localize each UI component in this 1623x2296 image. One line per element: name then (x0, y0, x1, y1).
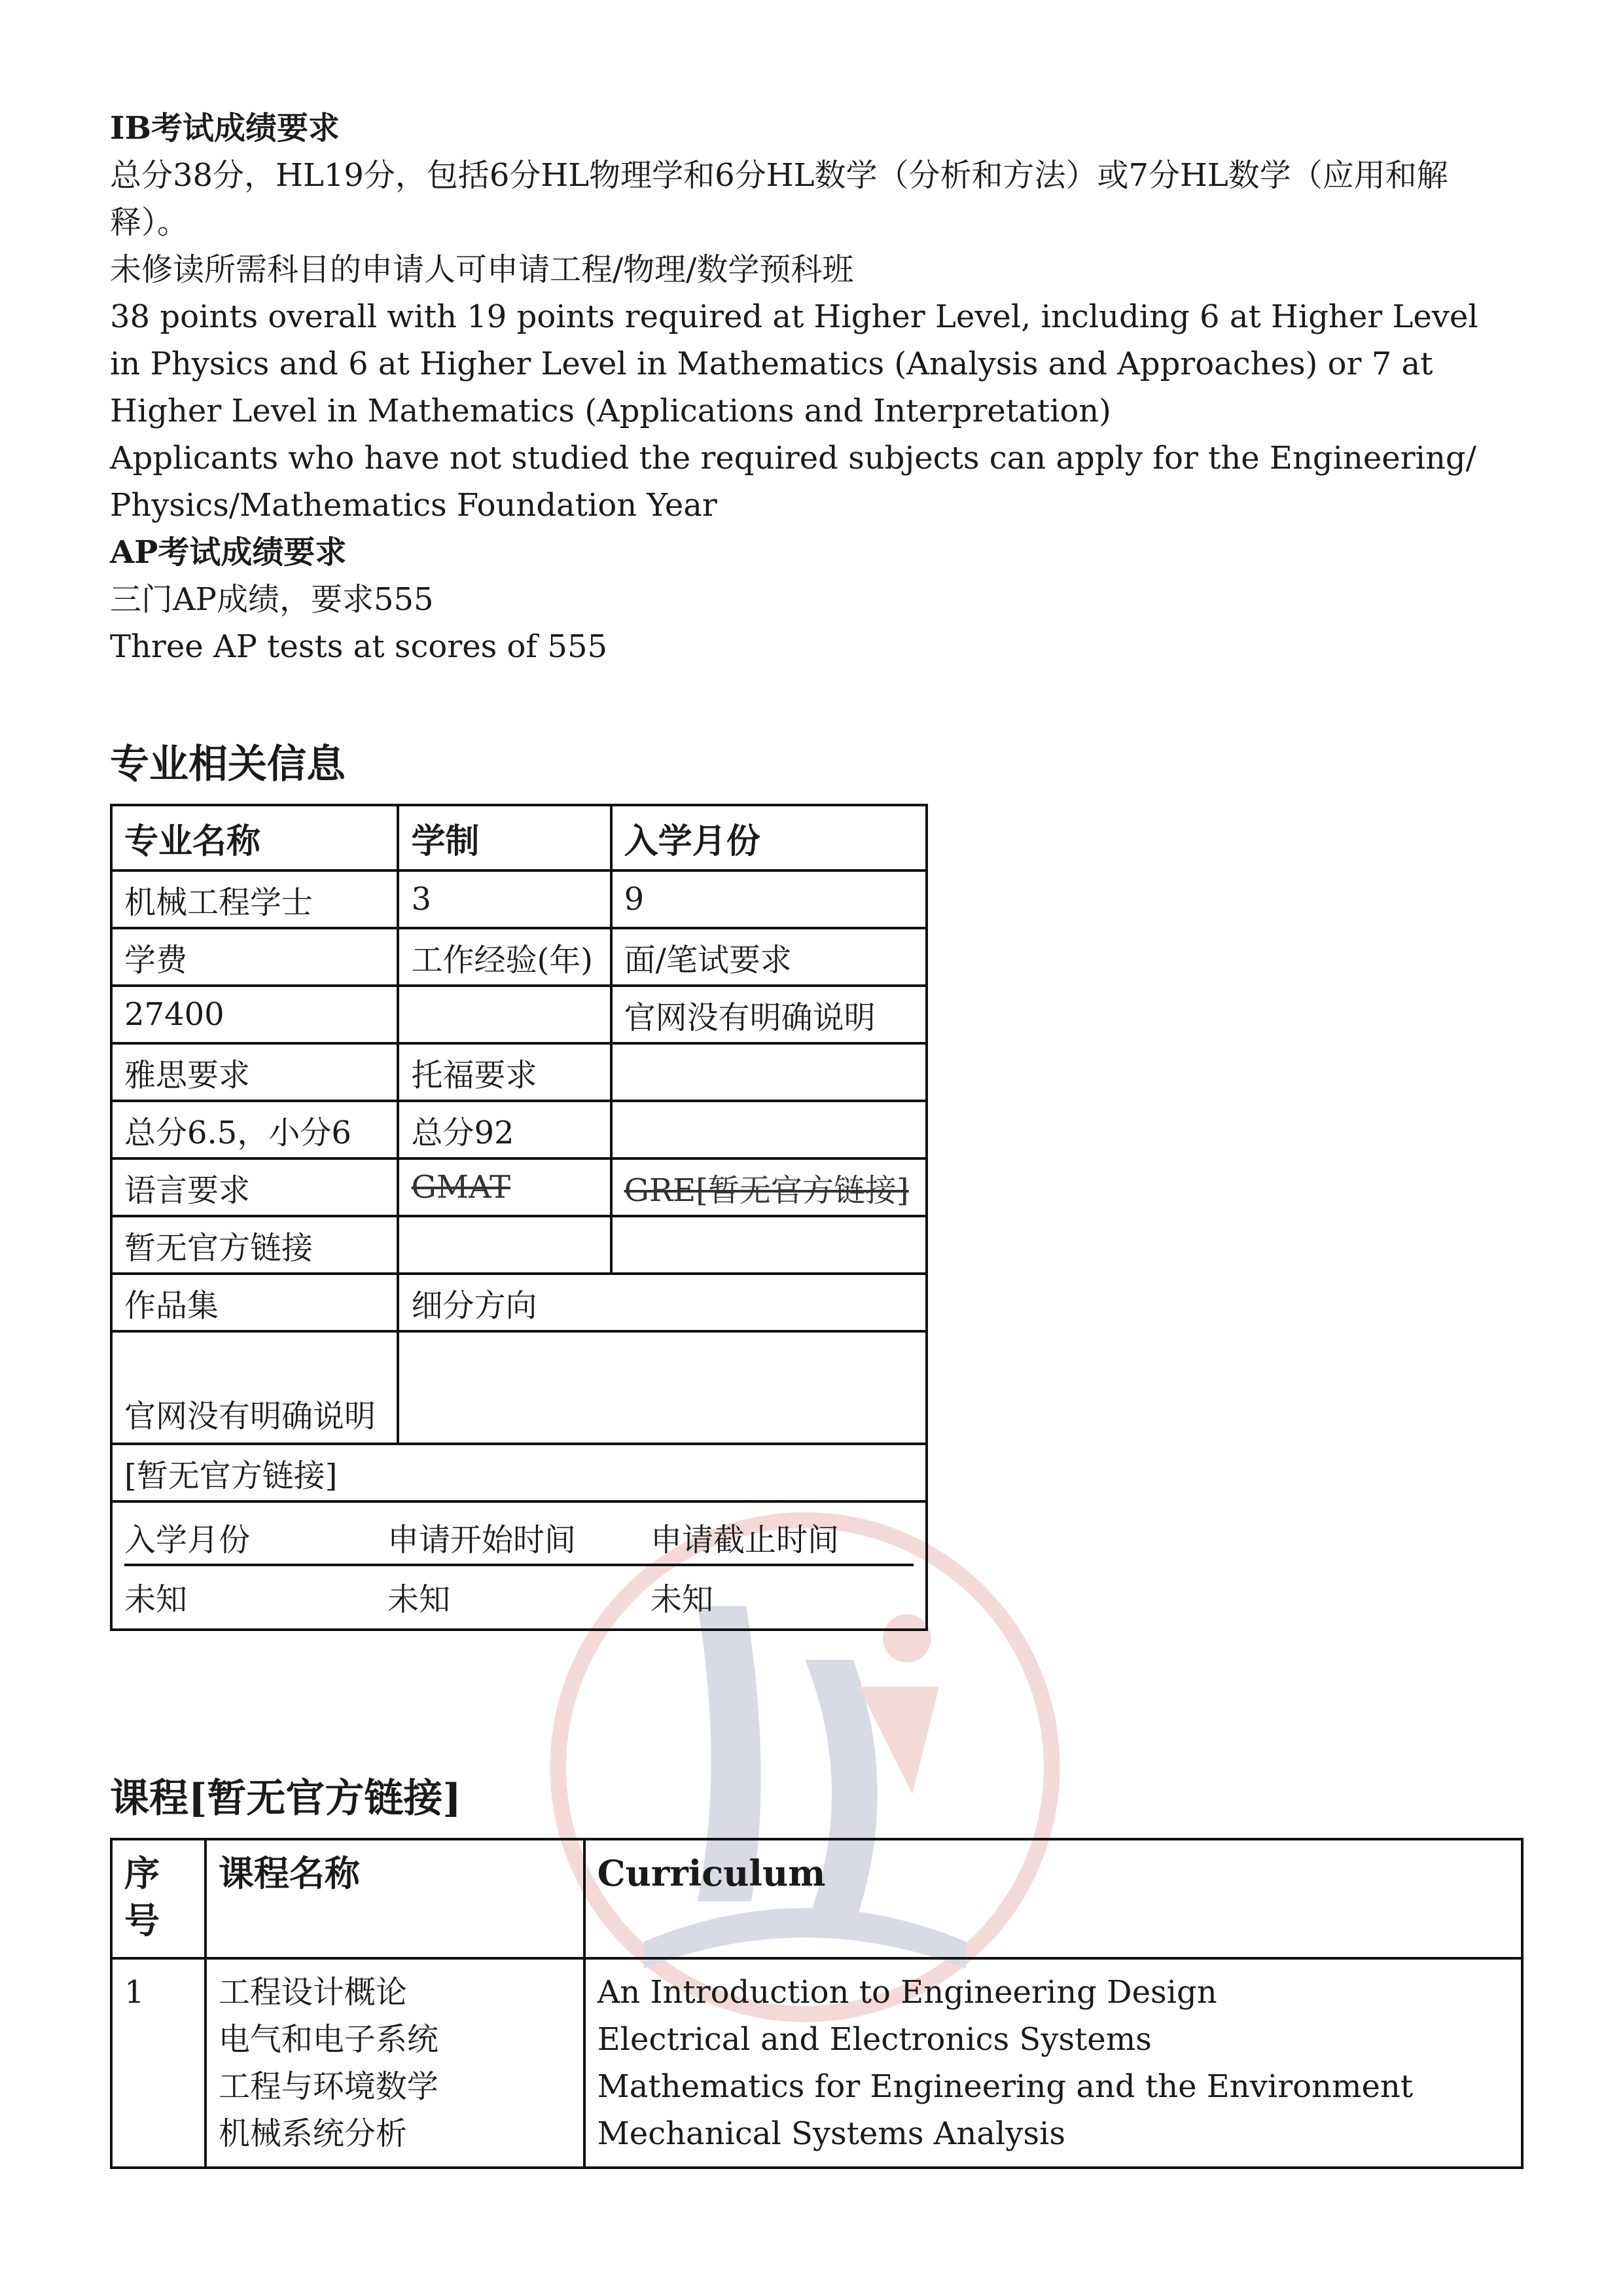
empty-cell (398, 1216, 611, 1274)
ap-requirement-en: Three AP tests at scores of 555 (110, 628, 608, 665)
table-row (111, 1958, 1522, 2168)
course-en: An Introduction to Engineering Design (597, 1974, 1217, 2011)
ib-heading: IB考试成绩要求 (110, 110, 340, 147)
ap-requirement-cn: 三门AP成绩，要求555 (110, 581, 434, 618)
table-row (111, 1216, 927, 1274)
courses-table (110, 1838, 1524, 2169)
application-dates-header (124, 1508, 914, 1566)
header-intake: 入学月份 (611, 805, 927, 870)
course-cn: 工程与环境数学 (218, 2068, 438, 2105)
empty-cell (611, 1043, 927, 1101)
experience-value (398, 986, 611, 1043)
direction-value (398, 1331, 927, 1444)
label-tuition: 学费 (111, 928, 398, 986)
table-row (111, 1444, 927, 1501)
document-body (110, 105, 1517, 670)
program-duration: 3 (398, 870, 611, 928)
course-cn: 机械系统分析 (218, 2115, 407, 2152)
interview-value: 官网没有明确说明 (611, 986, 927, 1043)
table-row (111, 805, 927, 870)
empty-cell (611, 1216, 927, 1274)
sub-header-start: 申请开始时间 (387, 1522, 577, 1558)
course-names-cn (205, 1958, 584, 2168)
table-row (111, 1839, 1522, 1958)
course-cn: 电气和电子系统 (218, 2021, 438, 2058)
language-value: 暂无官方链接 (111, 1216, 398, 1274)
header-program-name: 专业名称 (111, 805, 398, 870)
table-row (111, 1158, 927, 1216)
header-course-name: 课程名称 (205, 1839, 584, 1958)
table-row (111, 986, 927, 1043)
header-course-no-text: 序号 (124, 1852, 160, 1941)
table-row (111, 1274, 927, 1331)
header-course-no (111, 1839, 205, 1958)
ib-foundation-cn: 未修读所需科目的申请人可申请工程/物理/数学预科班 (110, 251, 854, 288)
label-gre: GRE[暂无官方链接] (611, 1158, 927, 1216)
sub-header-deadline: 申请截止时间 (651, 1522, 840, 1558)
label-portfolio: 作品集 (111, 1274, 398, 1331)
label-ielts: 雅思要求 (111, 1043, 398, 1101)
label-experience: 工作经验(年) (398, 928, 611, 986)
ib-foundation-en: Applicants who have not studied the required subjects can apply for the Engineering/ Physics/Mathematics Foundation Year (110, 440, 1476, 524)
toefl-value: 总分92 (398, 1101, 611, 1158)
sub-header-intake: 入学月份 (124, 1522, 251, 1558)
course-no: 1 (111, 1958, 205, 2168)
application-dates-cell (111, 1501, 927, 1630)
course-cn: 工程设计概论 (218, 1974, 407, 2011)
program-name: 机械工程学士 (111, 870, 398, 928)
official-link: [暂无官方链接] (111, 1444, 927, 1501)
label-interview: 面/笔试要求 (611, 928, 927, 986)
ielts-value: 总分6.5，小分6 (111, 1101, 398, 1158)
label-gmat: GMAT (398, 1158, 611, 1216)
header-curriculum: Curriculum (584, 1839, 1522, 1958)
courses-heading: 课程[暂无官方链接] (110, 1776, 461, 1821)
ib-requirement-cn: 总分38分，HL19分，包括6分HL物理学和6分HL数学（分析和方法）或7分HL数学（应用和解释）。 (110, 157, 1448, 241)
portfolio-value: 官网没有明确说明 (111, 1331, 398, 1444)
start-value: 未知 (387, 1581, 451, 1618)
table-row (111, 928, 927, 986)
tuition-value: 27400 (111, 986, 398, 1043)
table-row (111, 1043, 927, 1101)
course-en: Mechanical Systems Analysis (597, 2115, 1065, 2152)
course-en: Electrical and Electronics Systems (597, 2021, 1152, 2058)
ap-heading: AP考试成绩要求 (110, 534, 347, 571)
program-intake: 9 (611, 870, 927, 928)
table-row (111, 1501, 927, 1630)
program-info-heading: 专业相关信息 (110, 742, 346, 787)
table-row (111, 1101, 927, 1158)
intake-value: 未知 (124, 1581, 188, 1618)
ib-requirement-en: 38 points overall with 19 points required at Higher Level, including 6 at Higher Level in Physics and 6 at Higher Level in Mathematics (Analysis and Approaches) or 7 at Higher Level in Mathematics (Applications and Interpretation) (110, 298, 1478, 429)
empty-cell (611, 1101, 927, 1158)
course-names-en (584, 1958, 1522, 2168)
label-direction: 细分方向 (398, 1274, 927, 1331)
program-info-table (110, 804, 928, 1631)
header-duration: 学制 (398, 805, 611, 870)
table-row (111, 1331, 927, 1444)
application-dates-values (124, 1566, 914, 1626)
deadline-value: 未知 (651, 1581, 714, 1618)
label-toefl: 托福要求 (398, 1043, 611, 1101)
table-row (111, 870, 927, 928)
label-language: 语言要求 (111, 1158, 398, 1216)
course-en: Mathematics for Engineering and the Environment (597, 2068, 1414, 2105)
